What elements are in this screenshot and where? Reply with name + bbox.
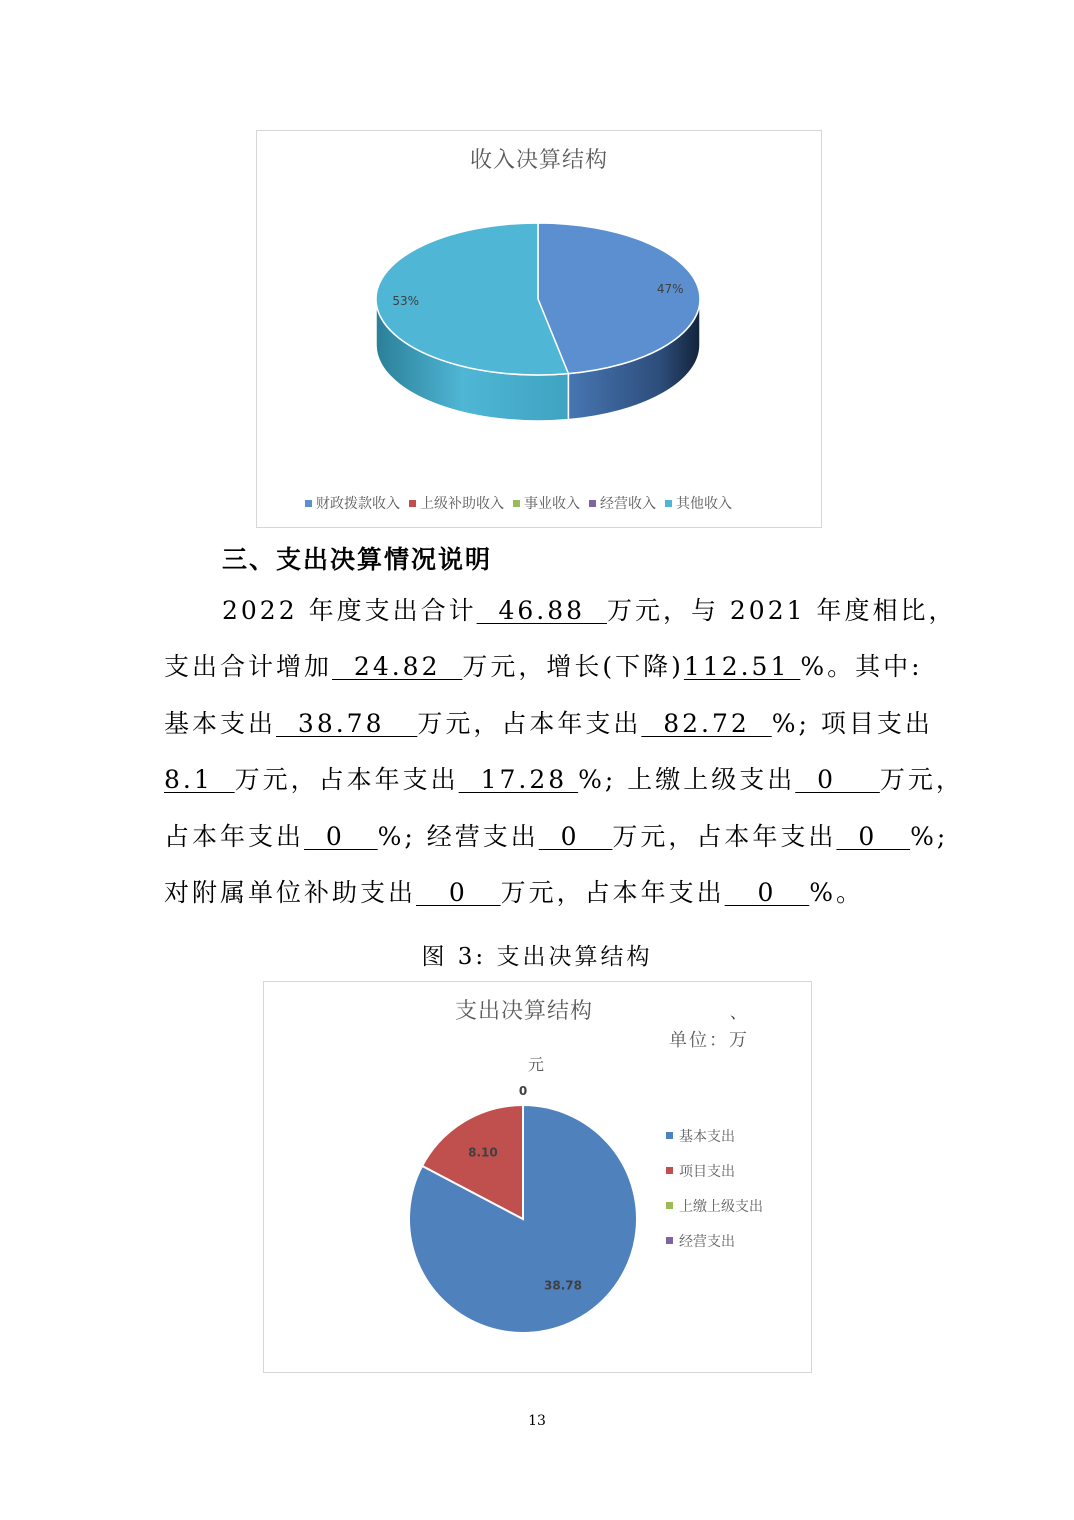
income-pie [257, 131, 821, 527]
legend-item [589, 493, 656, 513]
legend-label: 上级补助收入 [420, 496, 504, 512]
unit-label: 单位：万 [669, 1030, 749, 1051]
paragraph-line [164, 765, 964, 795]
value-blank: 0 [795, 765, 880, 794]
paragraph-text: 万元，占本年支出 [234, 765, 459, 794]
legend-item [666, 1153, 763, 1188]
paragraph-line [164, 709, 933, 739]
value-blank: 0 [538, 822, 613, 851]
paragraph-text: 支出合计增加 [164, 652, 333, 681]
value-blank: 17.28 [458, 765, 579, 794]
unit-mark: 、 [730, 1003, 747, 1022]
value-blank: 8.1 [164, 765, 235, 794]
legend-label: 财政拨款收入 [316, 496, 400, 512]
legend-swatch [666, 1132, 673, 1139]
value-blank: 82.72 [641, 709, 772, 738]
value-blank: 38.78 [276, 709, 418, 738]
paragraph-text: 万元，占本年支出 [500, 878, 725, 907]
expense-legend [666, 1118, 763, 1258]
legend-item [305, 493, 400, 513]
income-chart [256, 130, 822, 528]
pie-label: 47% [656, 281, 684, 296]
figure-caption: 图 3: 支出决算结构 [421, 944, 653, 970]
legend-swatch [589, 500, 596, 507]
paragraph-text: %; 经营支出 [377, 822, 539, 851]
legend-item [513, 493, 580, 513]
legend-label: 上缴上级支出 [679, 1198, 763, 1215]
paragraph-text: 万元，占本年支出 [612, 822, 837, 851]
paragraph-text: 万元，占本年支出 [417, 709, 642, 738]
paragraph-line [222, 596, 956, 626]
section-heading: 三、支出决算情况说明 [222, 545, 493, 574]
legend-label: 经营收入 [600, 496, 656, 512]
legend-item [665, 493, 732, 513]
legend-label: 经营支出 [679, 1233, 735, 1250]
income-chart-title: 收入决算结构 [469, 148, 608, 173]
paragraph-text: 占本年支出 [164, 822, 305, 851]
value-blank: 112.51 [683, 652, 801, 681]
paragraph-text: %; 项目支出 [771, 709, 933, 738]
legend-swatch [305, 500, 312, 507]
legend-swatch [409, 500, 416, 507]
expense-chart [263, 981, 812, 1373]
legend-label: 事业收入 [524, 496, 580, 512]
paragraph-text: 万元，增长(下降) [462, 652, 684, 681]
legend-swatch [666, 1237, 673, 1244]
expense-chart-title: 支出决算结构 [454, 999, 593, 1024]
value-blank: 0 [724, 878, 810, 907]
value-blank: 0 [416, 878, 501, 907]
paragraph-text: 万元，与 2021 年度相比， [606, 596, 957, 625]
paragraph-text: 2022 年度支出合计 [222, 596, 477, 625]
unit-label-cont: 元 [528, 1055, 545, 1074]
paragraph-text: 基本支出 [164, 709, 277, 738]
legend-item [666, 1223, 763, 1258]
paragraph-text: 万元， [879, 765, 964, 794]
pie-label: 53% [392, 294, 420, 309]
paragraph-line [164, 878, 864, 908]
legend-label: 基本支出 [679, 1128, 735, 1145]
paragraph-line [164, 652, 923, 682]
value-blank: 0 [304, 822, 378, 851]
legend-swatch [665, 500, 672, 507]
page-number: 13 [528, 1413, 546, 1429]
paragraph-text: %。其中: [800, 652, 923, 681]
pie-data-label: 8.10 [468, 1145, 498, 1160]
paragraph-text: %; 上缴上级支出 [578, 765, 796, 794]
paragraph-text: %。 [809, 878, 864, 907]
pie-data-label: 38.78 [544, 1278, 583, 1293]
legend-swatch [666, 1167, 673, 1174]
legend-swatch [666, 1202, 673, 1209]
paragraph-text: 对附属单位补助支出 [164, 878, 417, 907]
value-blank: 0 [836, 822, 911, 851]
legend-label: 其他收入 [676, 496, 732, 512]
legend-item [666, 1118, 763, 1153]
income-legend [305, 493, 741, 513]
legend-label: 项目支出 [679, 1163, 735, 1180]
legend-item [666, 1188, 763, 1223]
legend-swatch [513, 500, 520, 507]
value-blank: 46.88 [476, 596, 607, 625]
pie-data-label: 0 [518, 1084, 528, 1098]
paragraph-text: %; [910, 822, 949, 851]
legend-item [409, 493, 504, 513]
value-blank: 24.82 [332, 652, 463, 681]
paragraph-line [164, 822, 948, 852]
